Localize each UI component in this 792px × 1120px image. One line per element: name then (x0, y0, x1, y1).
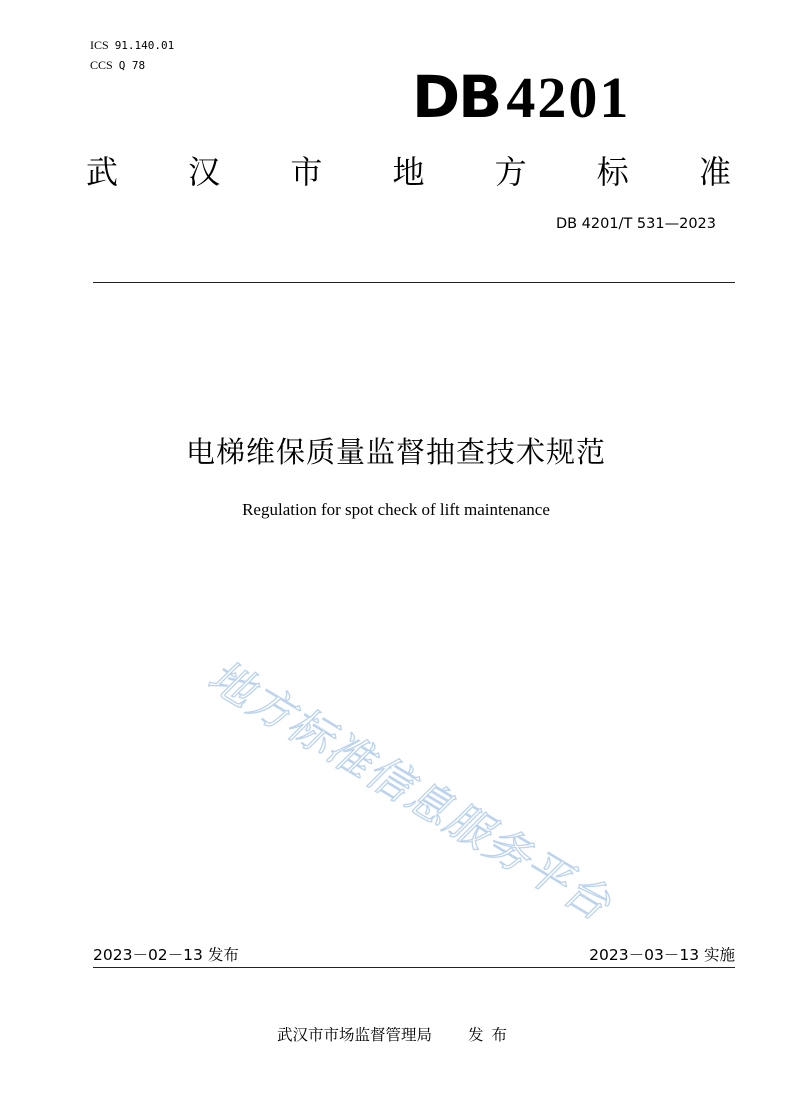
ics-label: ICS (90, 38, 109, 52)
standard-type-char: 武 (86, 153, 119, 191)
watermark-text: 地方标准信息服务平台 (199, 650, 620, 932)
publisher-name: 武汉市市场监督管理局 (276, 1026, 432, 1044)
standard-type-char: 标 (596, 153, 629, 191)
issue-date: 2023－02－13 发布 (93, 946, 239, 964)
title-chinese: 电梯维保质量监督抽查技术规范 (185, 435, 606, 469)
standard-number: DB 4201/T 531—2023 (555, 216, 716, 232)
standard-type-char: 地 (392, 153, 425, 191)
standard-type-char: 准 (698, 153, 731, 191)
publisher-action: 发布 (468, 1026, 516, 1044)
ccs-code: Q 78 (118, 59, 146, 72)
ics-code: 91.140.01 (114, 39, 175, 52)
ccs-label: CCS (90, 58, 113, 72)
standard-mark-number: 4201 (506, 65, 631, 130)
publisher (0, 1023, 792, 1045)
standard-type-char: 市 (290, 153, 323, 191)
ccs-line (90, 58, 145, 73)
standard-mark-prefix: DB (412, 63, 501, 131)
standard-type (86, 150, 731, 194)
bottom-divider (93, 967, 735, 968)
watermark (195, 645, 665, 945)
top-divider (93, 282, 735, 283)
standard-type-char: 汉 (188, 153, 221, 191)
standard-type-char: 方 (494, 153, 527, 191)
title-english: Regulation for spot check of lift maintenance (242, 500, 550, 519)
implement-date: 2023－03－13 实施 (589, 946, 735, 964)
ics-line (90, 38, 174, 53)
standard-mark (412, 63, 712, 131)
